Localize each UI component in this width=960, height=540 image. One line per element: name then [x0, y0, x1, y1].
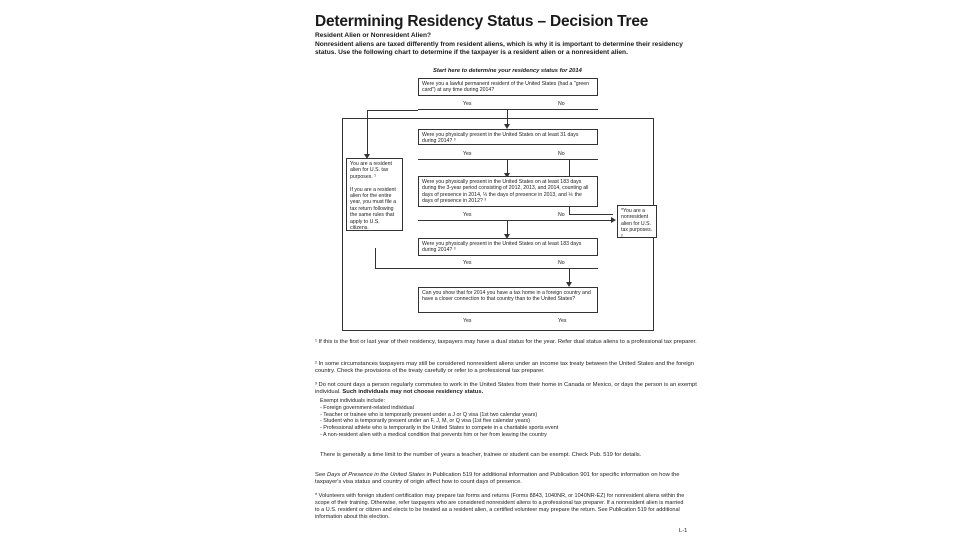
list-item: - Teacher or trainee who is temporarily present under a J or Q visa (1st two calendar years): [320, 411, 538, 418]
q1-no-down-line: [507, 110, 508, 125]
question-4-box: Were you physically present in the United States on at least 183 days during 2014? ³: [418, 238, 598, 256]
q2-yes-label: Yes: [463, 151, 472, 157]
q4-yes-up-line: [375, 248, 376, 268]
q1-yes-connector: [367, 110, 418, 111]
q1-yes-label: Yes: [463, 101, 472, 107]
footnote-3-bold: Such individuals may not choose residency status.: [342, 389, 484, 396]
question-1-box: Were you a lawful permanent resident of the United States (had a "green card") at any time during 2014?: [418, 78, 598, 96]
q5-yes-label: Yes: [463, 318, 472, 324]
footnote-3-text: ³ Do not count days a person regularly commutes to work in the United States from their home in Canada or Mexico, or days the person is an exempt individual.: [315, 382, 697, 396]
intro-text: Nonresident aliens are taxed differently from resident aliens, which is why it is important to determine their residency status. Use the following chart to determine if the taxpayer is a resident alien or a nonresident alien.: [315, 40, 683, 57]
footnote-1: ¹ If this is the first or last year of their residency, taxpayers may have a dual status for the year. Refer dual status aliens to a professional tax preparer.: [315, 339, 697, 345]
resident-alien-result-box: You are a resident alien for U.S. tax purposes. ¹ If you are a resident alien for the entire year, you must file a tax return following the same rules that apply to U.S. citizens.: [346, 158, 403, 231]
intro-heading: Resident Alien or Nonresident Alien?: [315, 32, 432, 39]
footnote-2: ² In some circumstances taxpayers may still be considered nonresident aliens under an income tax treaty between the United States and the foreign country. Check the provisions of the treaty carefully or refer to a professional tax preparer.: [315, 361, 694, 375]
document-page: [305, 0, 700, 540]
q3-branch-line: [418, 220, 613, 221]
footnote-3: [315, 382, 698, 397]
q4-yes-label: Yes: [463, 260, 472, 266]
list-item: - Student who is temporarily present under an F, J, M, or Q visa (1st five calendar years): [320, 418, 531, 425]
volunteer-note: * Volunteers with foreign student certification may prepare tax forms and returns (Forms 8843, 1040NR, or 1040NR-EZ) for nonresident aliens within the scope of their training. Otherwise, refer taxpayers who are considered nonresident aliens to a professional tax preparer. If a nonresident alien is married to a U.S. resident or citizen and elects to be treated as a resident alien, a certified volunteer may prepare the return. See Publication 519 for additional information about this election.: [315, 493, 685, 520]
exempt-heading: Exempt individuals include:: [320, 398, 386, 404]
q1-no-label: No: [558, 101, 565, 107]
question-5-box: Can you show that for 2014 you have a tax home in a foreign country and have a closer connection to that country than to the United States?: [418, 287, 598, 313]
see-text: See: [315, 472, 327, 478]
see-publication-note: [315, 472, 698, 487]
list-item: - Foreign government-related individual: [320, 404, 414, 411]
q2-yes-down-line: [507, 160, 508, 174]
q2-no-label: No: [558, 151, 565, 157]
q3-yes-down-line: [507, 221, 508, 235]
list-item: - Professional athlete who is temporarily in the United States to compete in a charitable sports event: [320, 425, 559, 432]
see-italic-text: Days of Presence in the United States: [326, 472, 425, 478]
page-title: Determining Residency Status – Decision Tree: [315, 13, 649, 30]
page-number: L-1: [679, 528, 688, 534]
list-item: - A non-resident alien with a medical condition that prevents him or her from leaving the country: [320, 431, 547, 438]
q5-yes2-label: Yes: [558, 318, 567, 324]
time-limit-note: There is generally a time limit to the number of years a teacher, trainee or student can be exempt. Check Pub. 519 for details.: [320, 452, 642, 458]
question-3-box: Were you physically present in the United States on at least 183 days during the 3-year period consisting of 2012, 2013, and 2014, counting all days of presence in 2014, ⅓ the days of presence in 2013, and ⅙ the days of presence in 2012? ³: [418, 176, 598, 207]
q4-no-down-line: [569, 269, 570, 283]
q2-no-connector: [569, 214, 613, 215]
q4-no-label: No: [558, 260, 565, 266]
q1-branch-line: [418, 109, 598, 110]
see-text-rest: in Publication 519 for additional information and Publication 901 for specific information on how the taxpayer's visa status and country of origin affect how to count days of presence.: [315, 472, 680, 486]
q3-yes-label: Yes: [463, 212, 472, 218]
q3-no-label: No: [558, 212, 565, 218]
nonresident-alien-result-box: *You are a nonresident alien for U.S. tax purposes. ²: [617, 205, 657, 238]
exempt-list: [320, 398, 698, 439]
q2-branch-line: [418, 159, 598, 160]
q4-branch-line: [375, 268, 598, 269]
q1-yes-down-line: [367, 110, 368, 155]
question-2-box: Were you physically present in the United States on at least 31 days during 2014? ³: [418, 129, 598, 145]
arrow-right-icon: [611, 217, 616, 223]
chart-caption: Start here to determine your residency status for 2014: [433, 68, 582, 74]
intro-block: [315, 32, 695, 58]
